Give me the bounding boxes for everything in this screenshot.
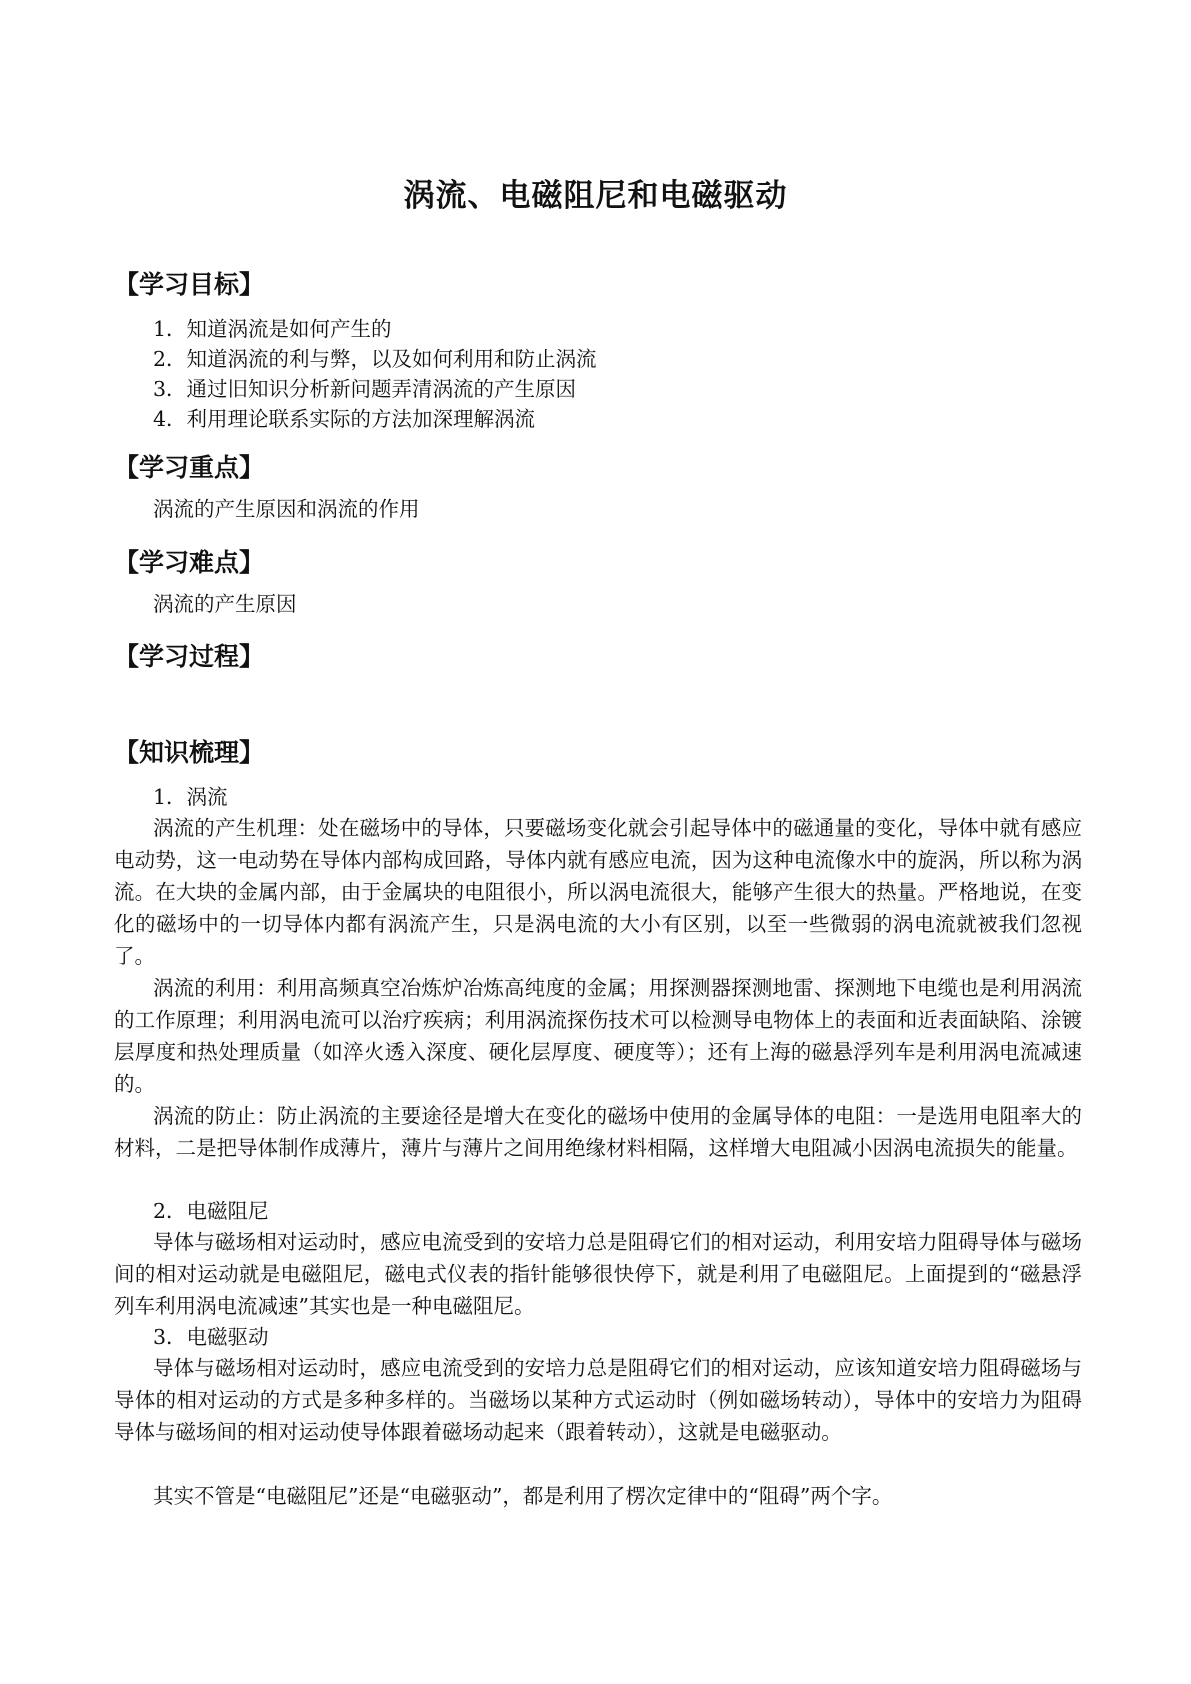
heading-process: 【学习过程】 <box>114 642 265 671</box>
heading-difficulties: 【学习难点】 <box>114 548 265 577</box>
paragraph-conclusion: 其实不管是“电磁阻尼”还是“电磁驱动”，都是利用了楞次定律中的“阻碍”两个字。 <box>153 1484 893 1508</box>
paragraph-eddy-uses: 涡流的利用：利用高频真空冶炼炉冶炼高纯度的金属；用探测器探测地雷、探测地下电缆也是利用涡流的工作原理；利用涡电流可以治疗疾病；利用涡流探伤技术可以检测导电物体上的表面和近表面缺陷、涂镀层厚度和热处理质量（如淬火透入深度、硬化层厚度、硬度等）；还有上海的磁悬浮列车是利用涡电流减速的。 <box>114 976 1082 1096</box>
difficulties-text: 涡流的产生原因 <box>153 592 297 616</box>
objective-item-3: 3．通过旧知识分析新问题弄清涡流的产生原因 <box>153 377 577 401</box>
heading-knowledge: 【知识梳理】 <box>114 738 265 767</box>
objective-item-1: 1．知道涡流是如何产生的 <box>153 317 392 341</box>
subheading-electromagnetic-damping: 2．电磁阻尼 <box>153 1199 269 1223</box>
paragraph-eddy-prevention: 涡流的防止：防止涡流的主要途径是增大在变化的磁场中使用的金属导体的电阻：一是选用电阻率大的材料，二是把导体制作成薄片，薄片与薄片之间用绝缘材料相隔，这样增大电阻减小因涡电流损失的能量。 <box>114 1104 1082 1160</box>
paragraph-eddy-mechanism: 涡流的产生机理：处在磁场中的导体，只要磁场变化就会引起导体中的磁通量的变化，导体中就有感应电动势，这一电动势在导体内部构成回路，导体内就有感应电流，因为这种电流像水中的旋涡，所以称为涡流。在大块的金属内部，由于金属块的电阻很小，所以涡电流很大，能够产生很大的热量。严格地说，在变化的磁场中的一切导体内都有涡流产生，只是涡电流的大小有区别，以至一些微弱的涡电流就被我们忽视了。 <box>114 816 1082 968</box>
objective-item-2: 2．知道涡流的利与弊，以及如何利用和防止涡流 <box>153 347 597 371</box>
key-points-text: 涡流的产生原因和涡流的作用 <box>153 497 420 521</box>
subheading-eddy-current: 1．涡流 <box>153 785 228 809</box>
objective-item-4: 4．利用理论联系实际的方法加深理解涡流 <box>153 407 536 431</box>
paragraph-damping: 导体与磁场相对运动时，感应电流受到的安培力总是阻碍它们的相对运动，利用安培力阻碍导体与磁场间的相对运动就是电磁阻尼，磁电式仪表的指针能够很快停下，就是利用了电磁阻尼。上面提到的“磁悬浮列车利用涡电流减速”其实也是一种电磁阻尼。 <box>114 1230 1082 1318</box>
heading-key-points: 【学习重点】 <box>114 453 265 482</box>
paragraph-drive: 导体与磁场相对运动时，感应电流受到的安培力总是阻碍它们的相对运动，应该知道安培力阻碍磁场与导体的相对运动的方式是多种多样的。当磁场以某种方式运动时（例如磁场转动），导体中的安培力为阻碍导体与磁场间的相对运动使导体跟着磁场动起来（跟着转动），这就是电磁驱动。 <box>114 1356 1082 1444</box>
subheading-electromagnetic-drive: 3．电磁驱动 <box>153 1325 269 1349</box>
heading-objectives: 【学习目标】 <box>114 270 265 299</box>
page-title: 涡流、电磁阻尼和电磁驱动 <box>403 177 788 214</box>
